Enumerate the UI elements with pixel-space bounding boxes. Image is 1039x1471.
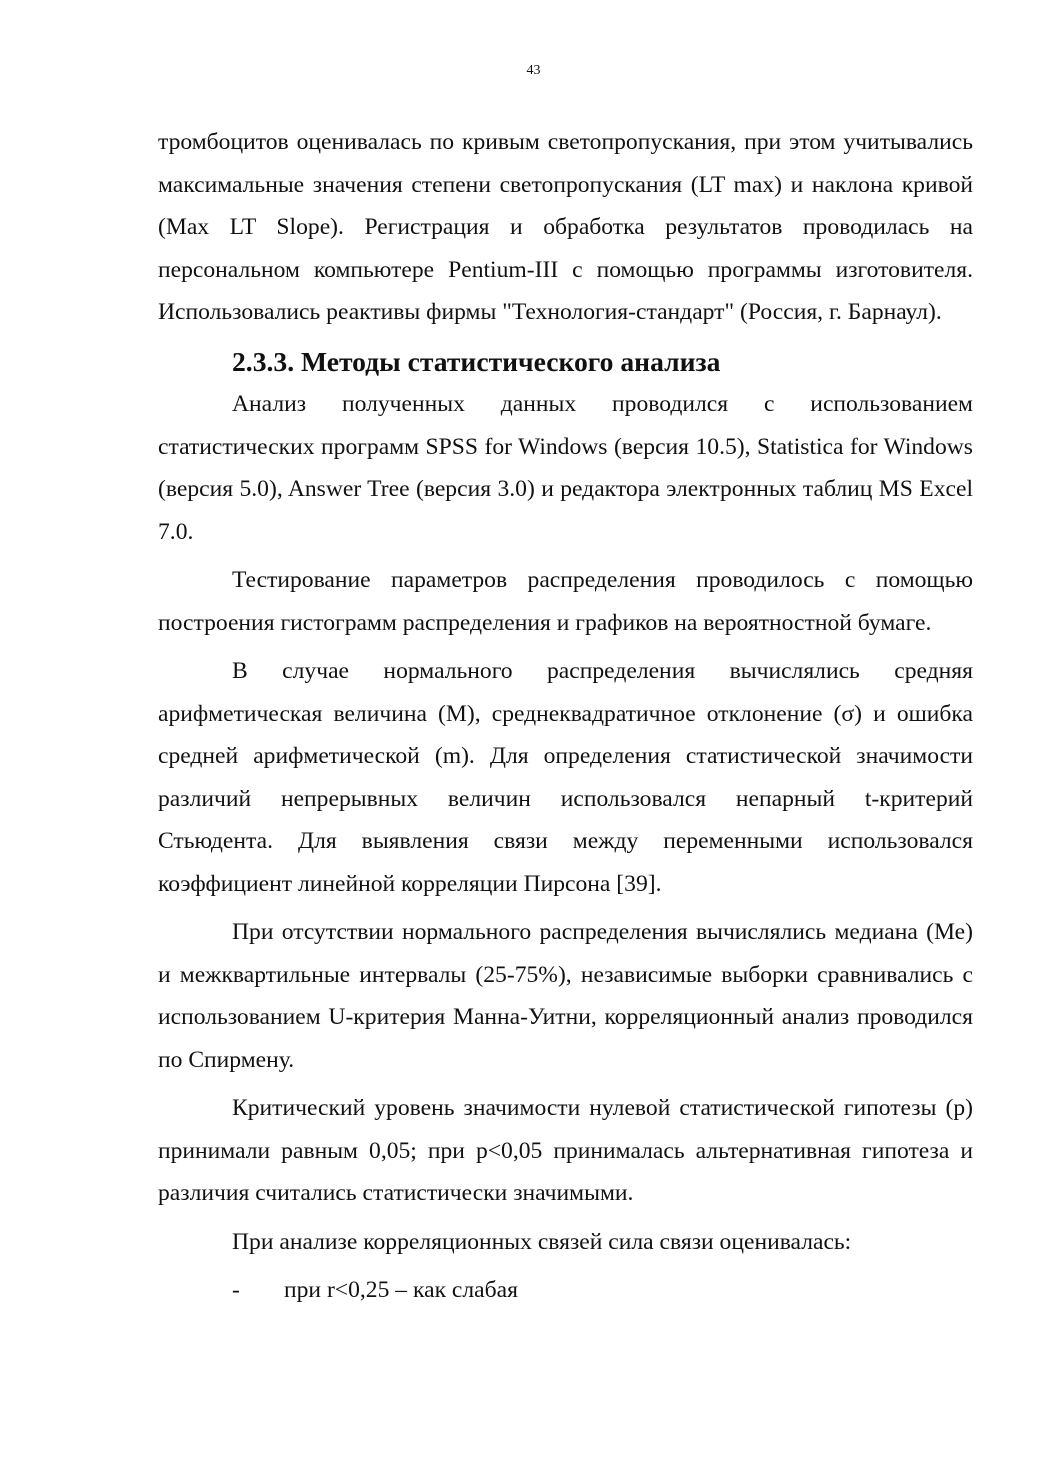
list-dash: - <box>232 1277 240 1303</box>
paragraph-distribution-testing: Тестирование параметров распределения проводилось с помощью построения гистограмм распределения и графиков на вероятностной бумаге. <box>158 567 973 636</box>
list-item <box>158 1269 973 1312</box>
paragraph-significance-level: Критический уровень значимости нулевой статистической гипотезы (р) принимали равным 0,05; при р<0,05 принималась альтернативная гипотеза и различия считались статистически значимыми. <box>158 1095 973 1206</box>
page-number: 43 <box>526 63 541 78</box>
list-item-text: при r<0,25 – как слабая <box>284 1277 518 1303</box>
paragraph-correlation-strength: При анализе корреляционных связей сила связи оценивалась: <box>232 1228 852 1255</box>
document-body <box>158 121 973 1312</box>
section-heading: 2.3.3. Методы статистического анализа <box>232 345 721 377</box>
paragraph-nonnormal-distribution: При отсутствии нормального распределения вычислялись медиана (Ме) и межквартильные интервалы (25-75%), независимые выборки сравнивались с использованием U-критерия Манна-Уитни, корреляционный анализ проводился по Спирмену. <box>158 919 973 1073</box>
paragraph-software: Анализ полученных данных проводился с использованием статистических программ SPSS for Windows (версия 10.5), Statistica for Windows (версия 5.0), Answer Tree (версия 3.0) и редактора электронных таблиц MS Excel 7.0. <box>158 391 973 545</box>
paragraph-platelet-aggregation: тромбоцитов оценивалась по кривым светопропускания, при этом учитывались максимальные значения степени светопропускания (LT max) и наклона кривой (Max LT Slope). Регистрация и обработка результатов проводилась на персональном компьютере Pentium-III с помощью программы изготовителя. Использовались реактивы фирмы "Технология-стандарт" (Россия, г. Барнаул). <box>158 129 973 325</box>
paragraph-normal-distribution: В случае нормального распределения вычислялись средняя арифметическая величина (М), среднеквадратичное отклонение (σ) и ошибка средней арифметической (m). Для определения статистической значимости различий непрерывных величин использовался непарный t-критерий Стьюдента. Для выявления связи между переменными использовался коэффициент линейной корреляции Пирсона [39]. <box>158 658 973 897</box>
